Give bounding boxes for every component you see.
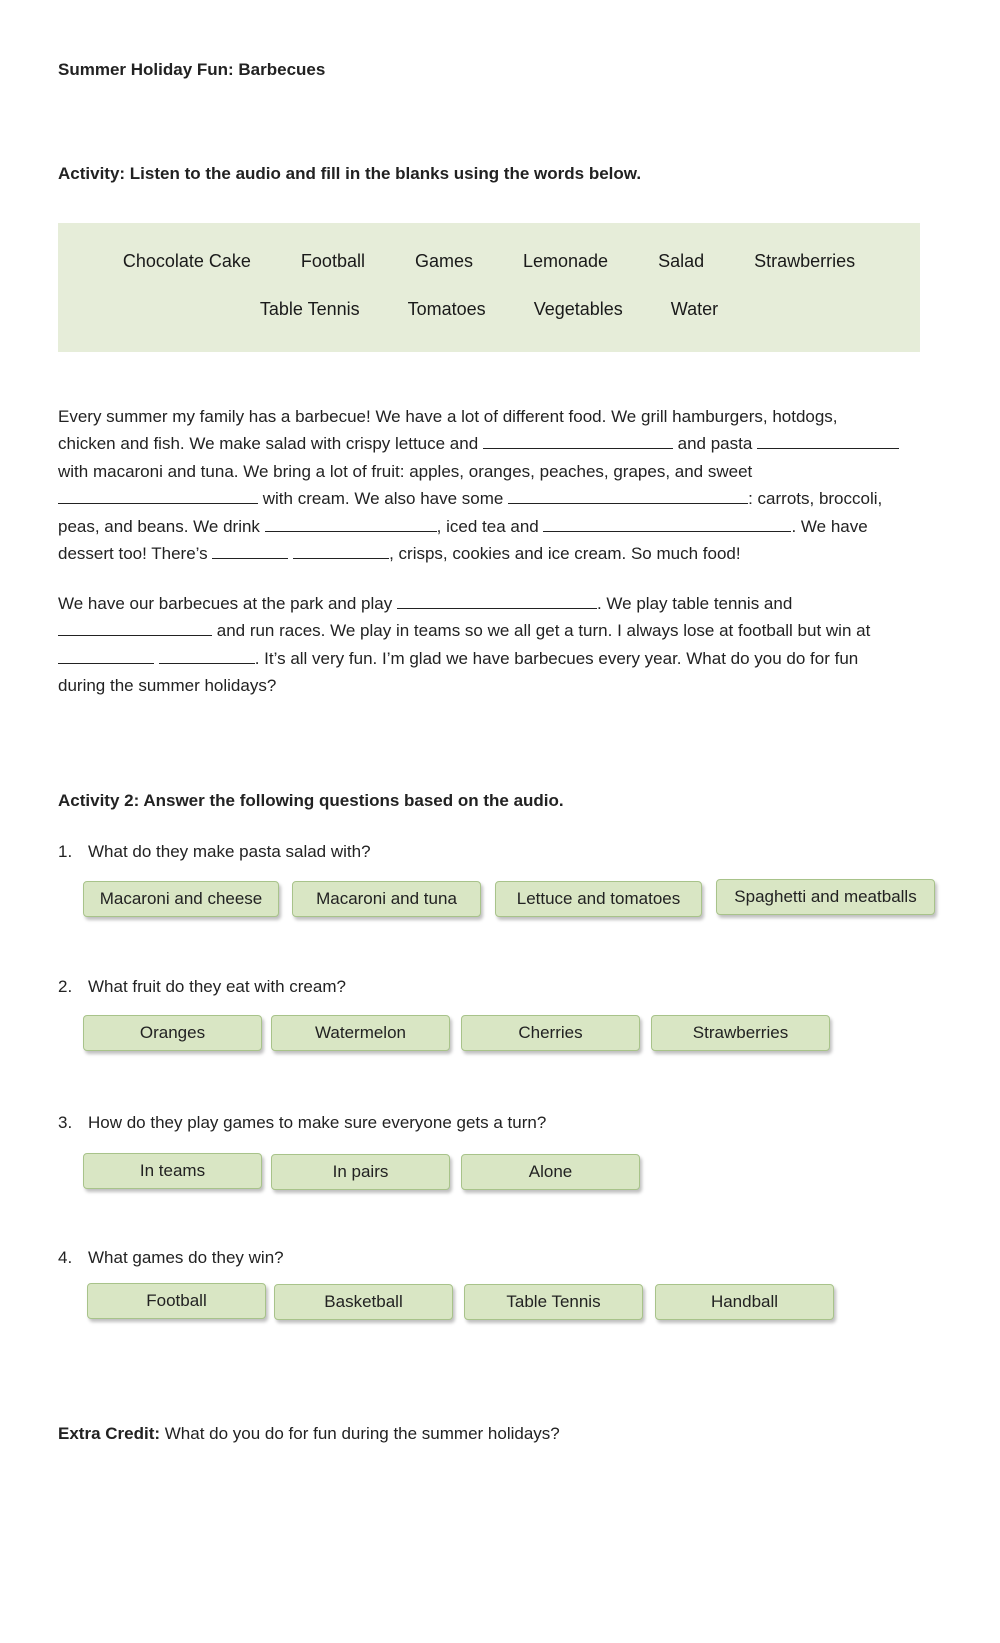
story-text: , crisps, cookies and ice cream. So much food! [389, 543, 741, 563]
story-text: during the summer holidays? [58, 676, 277, 696]
word-bank-item: Table Tennis [259, 299, 360, 319]
question-text: What games do they win? [88, 1248, 284, 1267]
blank-input[interactable] [212, 541, 288, 559]
blank-input[interactable] [58, 618, 212, 636]
blank-input[interactable] [265, 514, 437, 532]
blank-input[interactable] [58, 486, 258, 504]
answer-option[interactable]: Spaghetti and meatballs [716, 879, 935, 915]
question-text: What fruit do they eat with cream? [88, 977, 346, 996]
word-bank [58, 223, 920, 352]
extra-credit-label: Extra Credit: [58, 1424, 161, 1443]
story-text: Every summer my family has a barbecue! We have a lot of different food. We grill hamburgers, hotdogs, [58, 407, 838, 426]
blank-input[interactable] [58, 646, 154, 664]
word-bank-item: Salad [658, 251, 705, 271]
blank-input[interactable] [483, 431, 673, 449]
question-number: 2. [58, 977, 73, 996]
answer-option[interactable]: Oranges [83, 1015, 262, 1051]
word-bank-item: Strawberries [754, 251, 856, 271]
word-bank-row-1 [58, 251, 920, 272]
word-bank-item: Vegetables [533, 299, 623, 319]
blank-input[interactable] [397, 591, 597, 609]
answer-option[interactable]: Handball [655, 1284, 834, 1320]
extra-credit [58, 1424, 560, 1444]
question-number: 1. [58, 842, 73, 861]
activity1-heading: Activity: Listen to the audio and fill in the blanks using the words below. [58, 164, 642, 183]
answer-option[interactable]: In pairs [271, 1154, 450, 1190]
word-bank-item: Games [414, 251, 473, 271]
story-text: dessert too! There’s [58, 543, 208, 563]
story-text: chicken and fish. We make salad with crispy lettuce and [58, 434, 479, 454]
answer-option[interactable]: Watermelon [271, 1015, 450, 1051]
word-bank-item: Chocolate Cake [122, 251, 251, 271]
answer-option[interactable]: Macaroni and tuna [292, 881, 481, 917]
blank-input[interactable] [508, 486, 748, 504]
story-paragraph-2 [58, 590, 938, 700]
story-text: with cream. We also have some [262, 489, 504, 509]
answer-option[interactable]: Table Tennis [464, 1284, 643, 1320]
answer-option[interactable]: In teams [83, 1153, 262, 1189]
question-text: How do they play games to make sure everyone gets a turn? [88, 1113, 547, 1132]
question-number: 3. [58, 1113, 73, 1132]
answer-option[interactable]: Football [87, 1283, 266, 1319]
story-text: . We play table tennis and [596, 594, 793, 613]
question-4 [58, 1248, 284, 1268]
blank-input[interactable] [159, 646, 255, 664]
question-text: What do they make pasta salad with? [88, 842, 371, 861]
question-3 [58, 1113, 546, 1133]
answer-option[interactable]: Macaroni and cheese [83, 881, 279, 917]
story-paragraph-1 [58, 403, 938, 567]
story-text: with macaroni and tuna. We bring a lot of fruit: apples, oranges, peaches, grapes, and sweet [58, 461, 753, 481]
question-2 [58, 977, 346, 997]
story-text: peas, and beans. We drink [58, 516, 260, 536]
answer-option[interactable]: Lettuce and tomatoes [495, 881, 702, 917]
answer-option[interactable]: Basketball [274, 1284, 453, 1320]
extra-credit-text: What do you do for fun during the summer holidays? [160, 1424, 560, 1443]
activity2-heading: Activity 2: Answer the following questions based on the audio. [58, 791, 564, 810]
answer-option[interactable]: Alone [461, 1154, 640, 1190]
word-bank-item: Football [300, 251, 365, 271]
blank-input[interactable] [293, 541, 389, 559]
word-bank-row-2 [58, 299, 920, 320]
blank-input[interactable] [757, 431, 899, 449]
story-text: : carrots, broccoli, [748, 489, 883, 509]
story-text: and pasta [677, 434, 753, 454]
question-number: 4. [58, 1248, 73, 1267]
story-text: , iced tea and [436, 516, 539, 536]
answer-option[interactable]: Cherries [461, 1015, 640, 1051]
blank-input[interactable] [543, 514, 791, 532]
story-text: . We have [791, 516, 868, 536]
story-text: and run races. We play in teams so we all get a turn. I always lose at football but win at [216, 621, 871, 641]
story-text: . It’s all very fun. I’m glad we have barbecues every year. What do you do for fun [254, 648, 859, 668]
story-text: We have our barbecues at the park and play [58, 594, 393, 613]
question-1 [58, 842, 371, 862]
word-bank-item: Lemonade [523, 251, 609, 271]
page-title: Summer Holiday Fun: Barbecues [58, 60, 326, 79]
word-bank-item: Tomatoes [407, 299, 486, 319]
word-bank-item: Water [670, 299, 719, 319]
answer-option[interactable]: Strawberries [651, 1015, 830, 1051]
